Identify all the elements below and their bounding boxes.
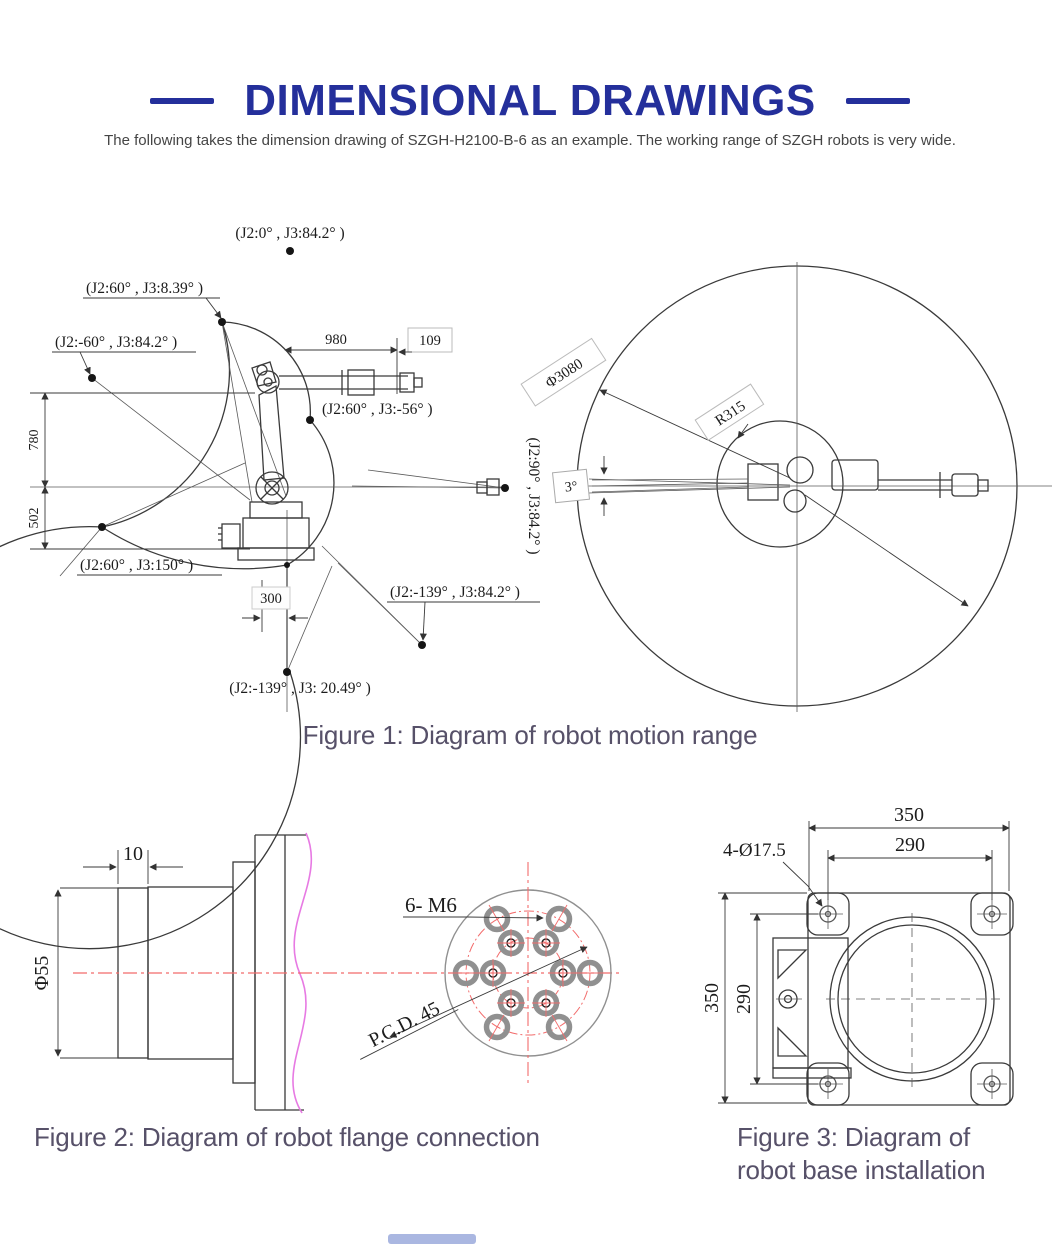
dim-980-109 (285, 328, 452, 394)
figure3-caption-line2: robot base installation (737, 1155, 986, 1185)
dim-980-label: 980 (325, 332, 347, 348)
label-6-m6: 6- M6 (405, 893, 457, 917)
label-j2-0-j3-84: (J2:0° , J3:84.2° ) (235, 225, 345, 242)
label-j2-60-j3-8: (J2:60° , J3:8.39° ) (86, 280, 204, 297)
figure1-motion-range-drawing (0, 180, 1060, 720)
flange-face-view (350, 862, 611, 1084)
figure2-flange-drawing (15, 822, 705, 1122)
title-dash-right (846, 98, 910, 104)
dim-350-left-label: 350 (701, 983, 723, 1013)
base-plate (773, 893, 1013, 1105)
label-pcd-45: P.C.D. 45 (365, 997, 444, 1052)
label-j2-neg60-j3-84: (J2:-60° , J3:84.2° ) (55, 334, 178, 351)
title-dash-left (150, 98, 214, 104)
dim-109-label: 109 (419, 333, 441, 349)
dim-10-label: 10 (123, 843, 143, 865)
hole-spec-callout (723, 840, 822, 906)
dim-phi55-label: Φ55 (31, 955, 53, 991)
header (0, 76, 1060, 126)
page-subtitle: The following takes the dimension drawing of SZGH-H2100-B-6 as an example. The working range of SZGH robots is very wide. (104, 132, 956, 149)
dim-left-290 (733, 914, 818, 1084)
label-4-d17-5: 4-Ø17.5 (723, 840, 786, 861)
label-j2-neg139-j3-20: (J2:-139° , J3: 20.49° ) (229, 680, 371, 697)
label-j2-neg139-j3-84: (J2:-139° , J3:84.2° ) (390, 584, 520, 601)
fig1-top-view (521, 262, 1052, 712)
dim-780-label: 780 (27, 429, 42, 451)
page-title: DIMENSIONAL DRAWINGS (244, 76, 816, 125)
robot-arm-top-view (592, 457, 988, 512)
dim-300-label: 300 (260, 591, 282, 607)
label-j2-60-j3-150: (J2:60° , J3:150° ) (80, 557, 194, 574)
figure1-caption: Figure 1: Diagram of robot motion range (302, 720, 758, 750)
robot-arm-side-view (218, 362, 499, 560)
dim-780-502 (27, 393, 255, 549)
figure3-base-drawing (690, 788, 1060, 1123)
dim-290-left-label: 290 (733, 984, 755, 1014)
next-section-peek (388, 1234, 476, 1244)
radius-callout (695, 384, 968, 606)
label-j2-60-j3-neg56: (J2:60° , J3:-56° ) (322, 401, 433, 418)
dim-300 (242, 580, 308, 632)
bore-centerlines (826, 913, 1000, 1088)
dim-350-top-label: 350 (894, 804, 924, 826)
dim-502-label: 502 (27, 507, 42, 529)
figure3-caption (737, 1121, 1037, 1187)
dim-top-290 (828, 834, 992, 900)
label-j2-90-j3-84: (J2:90° , J3:84.2° ) (525, 437, 542, 555)
bolt-count-callout (403, 893, 543, 918)
label-radius-r315: R315 (712, 398, 749, 430)
figure2-caption: Figure 2: Diagram of robot flange connection (34, 1122, 540, 1152)
label-diameter-3080: Φ3080 (543, 355, 587, 392)
label-angle-3deg: 3° (564, 479, 579, 496)
dim-10 (83, 843, 183, 884)
inner-range-circle (717, 421, 843, 547)
side-bracket (773, 938, 851, 1078)
envelope-point-dots (88, 247, 509, 676)
construction-lines (60, 322, 505, 672)
dim-290-top-label: 290 (895, 834, 925, 856)
figure3-caption-line1: Figure 3: Diagram of (737, 1122, 970, 1152)
